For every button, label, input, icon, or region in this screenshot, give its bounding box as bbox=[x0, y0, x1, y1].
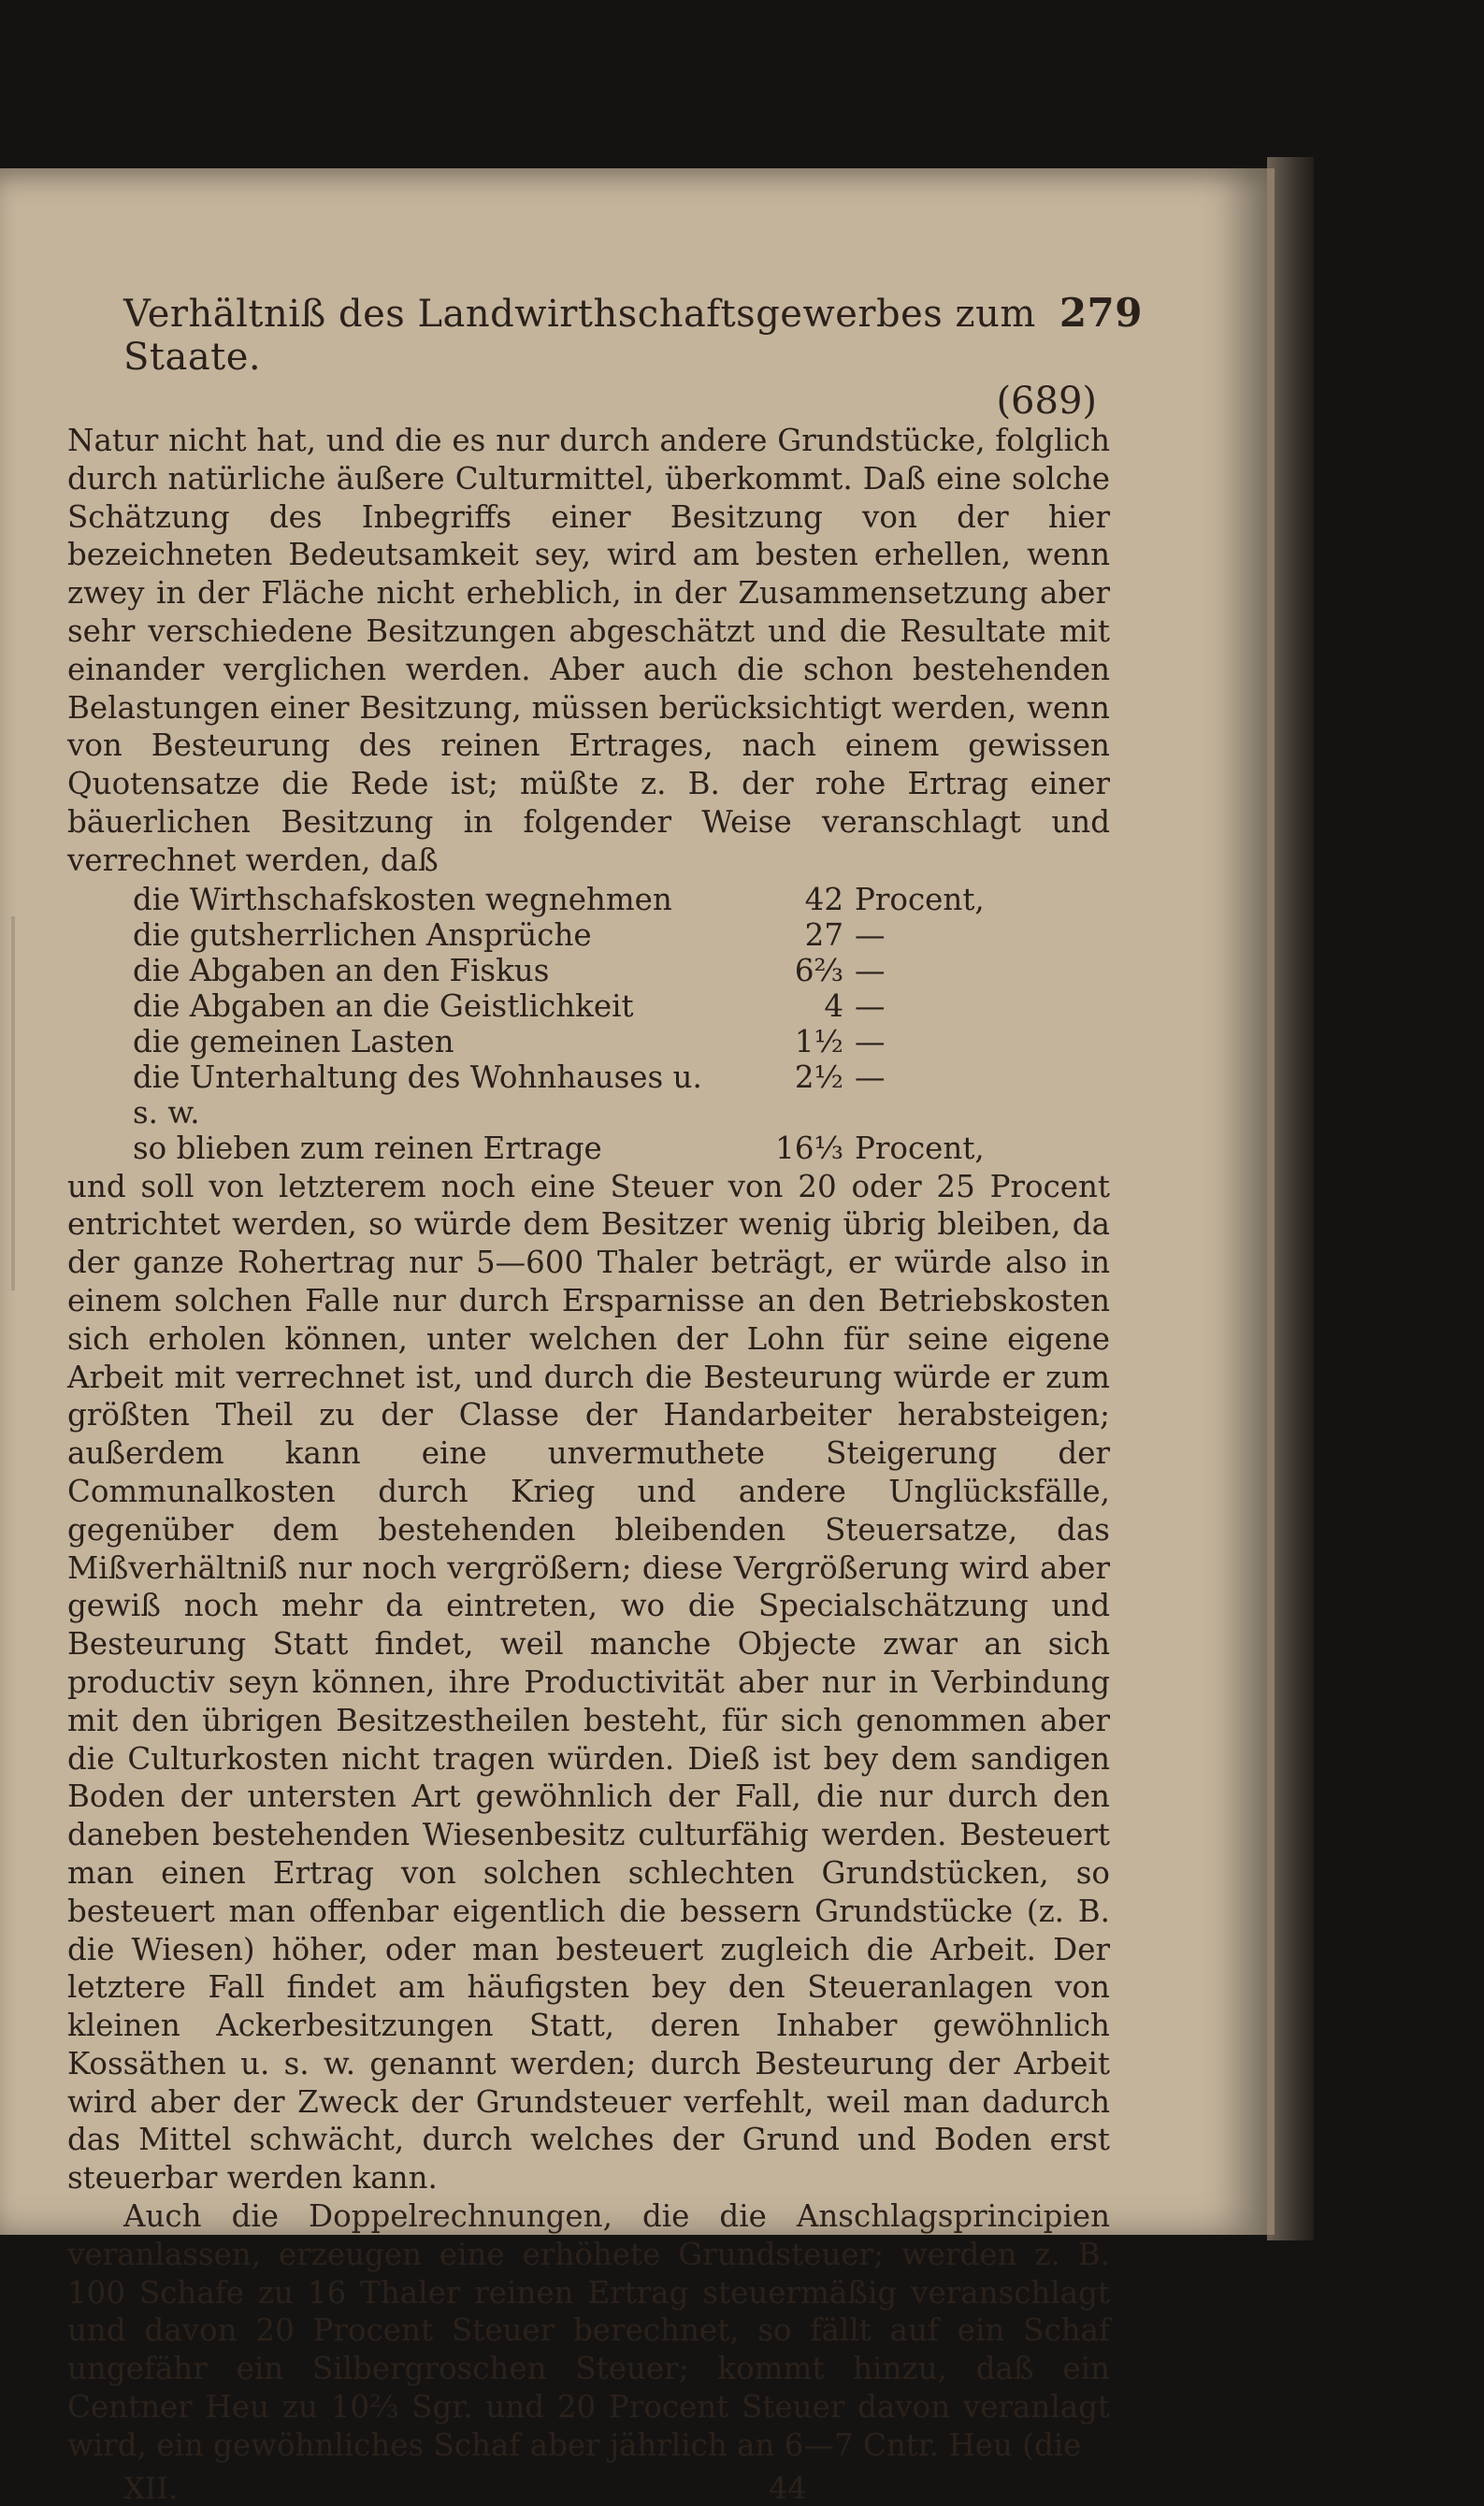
deduction-list bbox=[133, 882, 1110, 1166]
page-footer bbox=[67, 2470, 1110, 2506]
deduction-unit: — bbox=[855, 916, 886, 953]
deduction-value: 27 bbox=[804, 916, 843, 953]
deduction-row bbox=[133, 988, 1110, 1024]
deduction-value: 6⅔ bbox=[794, 952, 843, 988]
deduction-unit: Procent, bbox=[855, 881, 985, 917]
deduction-value: 4 bbox=[824, 987, 843, 1024]
deduction-label: die Abgaben an den Fiskus bbox=[133, 952, 550, 988]
deduction-label: die Abgaben an die Geistlichkeit bbox=[133, 987, 634, 1024]
deduction-label: die Wirthschafskosten wegnehmen bbox=[133, 881, 672, 917]
section-marker: (689) bbox=[996, 380, 1097, 423]
deduction-unit: — bbox=[855, 1059, 886, 1095]
running-head bbox=[67, 290, 1143, 379]
deduction-total-row bbox=[133, 1131, 1110, 1166]
deduction-row bbox=[133, 917, 1110, 953]
running-title: Verhältniß des Landwirthschaftsgewerbes zum Staate. bbox=[123, 293, 1036, 379]
deduction-value: 1½ bbox=[794, 1023, 843, 1059]
deduction-row bbox=[133, 882, 1110, 917]
book-page bbox=[0, 168, 1275, 2506]
page-crease bbox=[11, 916, 15, 1290]
deduction-unit: — bbox=[855, 987, 886, 1024]
paragraph: Auch die Doppelrechnungen, die die Anschlagsprincipien veranlassen, erzeugen eine erhöhete Grundsteuer; werden z. B. 100 Schafe zu 16 Thaler reinen Ertrag steuermäßig veranschlagt und davon 20 Procent Steuer berechnet, so fällt auf ein Schaf ungefähr ein Silbergroschen Steuer; kommt hinzu, daß ein Centner Heu zu 10⅔ Sgr. und 20 Procent Steuer davon veranlagt wird, ein gewöhnliches Schaf aber jährlich an 6—7 Cntr. Heu (die bbox=[67, 2198, 1110, 2463]
deduction-label: die gemeinen Lasten bbox=[133, 1023, 454, 1059]
deduction-value: 16⅓ bbox=[775, 1130, 843, 1166]
deduction-label: die gutsherrlichen Ansprüche bbox=[133, 916, 592, 953]
deduction-label: die Unterhaltung des Wohnhauses u. s. w. bbox=[133, 1059, 702, 1131]
deduction-row bbox=[133, 1059, 1110, 1131]
deduction-unit: — bbox=[855, 1023, 886, 1059]
paragraph: und soll von letzterem noch eine Steuer von 20 oder 25 Procent entrichtet werden, so würde dem Besitzer wenig übrig bleiben, da der ganze Rohertrag nur 5—600 Thaler beträgt, er würde also in einem solchen Falle nur durch Ersparnisse an den Betriebskosten sich erholen können, unter welchen der Lohn für seine eigene Arbeit mit verrechnet ist, und durch die Besteurung würde er zum größten Theil zu der Classe der Handarbeiter herabsteigen; außerdem kann eine unvermuthete Steigerung der Communalkosten durch Krieg und andere Unglücksfälle, gegenüber dem bestehenden bleibenden Steuersatze, das Mißverhältniß nur noch vergrößern; diese Vergrößerung wird aber gewiß noch mehr da eintreten, wo die Specialschätzung und Besteurung Statt findet, weil manche Objecte zwar an sich productiv seyn können, ihre Productivität aber nur in Verbindung mit den übrigen Besitzestheilen besteht, für sich genommen aber die Culturkosten nicht tragen würden. Dieß ist bey dem sandigen Boden der untersten Art gewöhnlich der Fall, die nur durch den daneben bestehenden Wiesenbesitz culturfähig werden. Besteuert man einen Ertrag von solchen schlechten Grundstücken, so besteuert man offenbar eigentlich die bessern Grundstücke (z. B. die Wiesen) höher, oder man besteuert zugleich die Arbeit. Der letztere Fall findet am häufigsten bey den Steueranlagen von kleinen Ackerbesitzungen Statt, deren Inhaber gewöhnlich Kossäthen u. s. w. genannt werden; durch Besteurung der Arbeit wird aber der Zweck der Grundsteuer verfehlt, weil man dadurch das Mittel schwächt, durch welches der Grund und Boden erst steuerbar werden kann. bbox=[67, 1168, 1110, 2196]
page-number: 279 bbox=[1059, 290, 1143, 336]
deduction-value: 42 bbox=[804, 881, 843, 917]
deduction-unit: Procent, bbox=[855, 1130, 985, 1166]
deduction-row bbox=[133, 1024, 1110, 1059]
paragraph: Natur nicht hat, und die es nur durch andere Grundstücke, folglich durch natürliche äußere Culturmittel, überkommt. Daß eine solche Schätzung des Inbegriffs einer Besitzung von der hier bezeichneten Bedeutsamkeit sey, wird am besten erhellen, wenn zwey in der Fläche nicht erheblich, in der Zusammensetzung aber sehr verschiedene Besitzungen abgeschätzt und die Resultate mit einander verglichen werden. Aber auch die schon bestehenden Belastungen einer Besitzung, müssen berücksichtigt werden, wenn von Besteurung des reinen Ertrages, nach einem gewissen Quotensatze die Rede ist; müßte z. B. der rohe Ertrag einer bäuerlichen Besitzung in folgender Weise veranschlagt und verrechnet werden, daß bbox=[67, 423, 1110, 878]
page-content bbox=[67, 290, 1143, 2506]
deduction-value: 2½ bbox=[794, 1059, 843, 1095]
deduction-label: so blieben zum reinen Ertrage bbox=[133, 1130, 602, 1166]
signature-mark: 44 bbox=[769, 2470, 807, 2506]
deduction-row bbox=[133, 953, 1110, 988]
volume-mark: XII. bbox=[123, 2470, 179, 2506]
deduction-unit: — bbox=[855, 952, 886, 988]
